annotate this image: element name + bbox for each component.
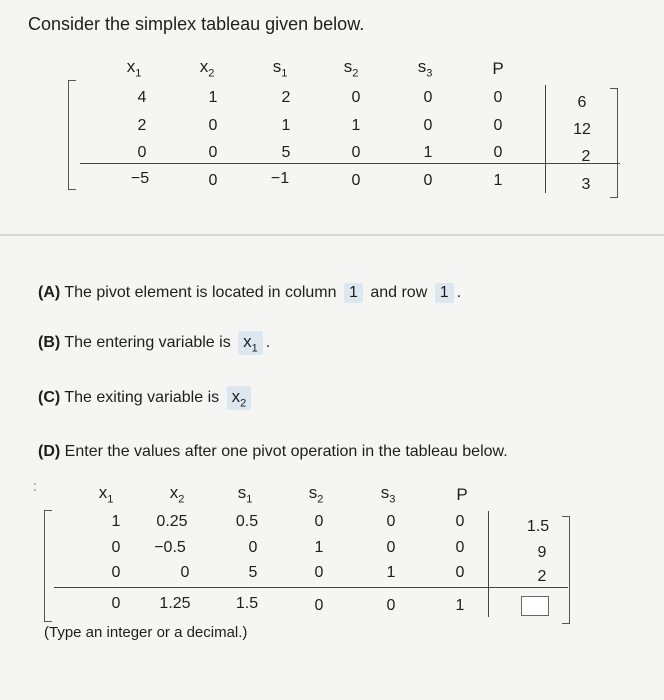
t2-cell: 0 [386,539,396,556]
t1-cell: 5 [281,144,291,161]
t2-cell: 0.25 [156,513,188,530]
t1-cell: 1 [281,117,291,134]
t2-header-s3: $s_3$ [380,483,396,506]
t2-header-s1: $s_1$ [237,483,253,506]
part-a-text-2: and row [370,284,428,301]
t1-header-s1: $s_1$ [272,57,288,80]
objective-divider [54,587,568,588]
pivot-row-answer[interactable]: 1 [435,283,454,303]
t1-rhs: 2 [581,148,591,165]
part-b-label: (B) [38,334,61,351]
section-divider [0,234,664,236]
entering-variable-answer[interactable]: $x_1$ [238,331,263,355]
part-c-label: (C) [38,389,61,406]
t2-cell: 1 [111,513,121,530]
t2-rhs: 1.5 [526,518,550,535]
t2-cell: 0 [386,513,396,530]
t1-cell: 0 [493,117,503,134]
input-hint: (Type an integer or a decimal.) [44,624,248,641]
t2-cell: 0.5 [235,513,259,530]
period: . [265,334,271,351]
t1-cell: 0 [423,117,433,134]
right-bracket [610,88,618,198]
t1-rhs: 6 [577,94,587,111]
t1-rhs: 3 [581,176,591,193]
left-bracket [68,80,76,190]
t1-header-s2: $s_2$ [343,57,359,80]
t2-cell: 0 [111,595,121,612]
rhs-divider [545,85,546,193]
t1-cell: −5 [130,170,150,187]
t2-cell: −0.5 [154,539,186,556]
part-b-text: The entering variable is [64,334,231,351]
t2-cell: 0 [455,513,465,530]
right-bracket [562,516,570,624]
t2-cell: 1.25 [159,595,191,612]
part-d-text: Enter the values after one pivot operation in the tableau below. [64,443,508,460]
t1-cell: 0 [423,89,433,106]
t1-cell: 0 [208,172,218,189]
rhs-divider [488,511,489,617]
t2-cell: 0 [455,564,465,581]
t1-cell: 2 [281,89,291,106]
t2-cell: 5 [248,564,258,581]
part-d [38,443,508,461]
part-b [38,331,270,355]
t1-cell: 0 [208,117,218,134]
t1-cell: 0 [351,89,361,106]
t1-cell: −1 [270,170,290,187]
t1-header-x2: $x_2$ [199,57,215,80]
t1-cell: 1 [423,144,433,161]
part-a [38,283,461,303]
t1-header-p: P [492,59,504,78]
t2-cell: 0 [248,539,258,556]
t1-cell: 1 [351,117,361,134]
t2-rhs: 2 [537,568,547,585]
t1-cell: 0 [493,89,503,106]
left-bracket [44,510,52,622]
t2-header-x1: $x_1$ [98,483,114,506]
t2-cell: 0 [111,539,121,556]
prompt-text: Consider the simplex tableau given below. [28,14,365,34]
period: . [456,284,462,301]
exiting-variable-answer[interactable]: $x_2$ [227,386,252,410]
t2-cell: 0 [314,564,324,581]
t1-rhs: 12 [573,121,591,138]
t2-cell: 0 [455,539,465,556]
t1-header-x1: $x_1$ [126,57,142,80]
part-c-text: The exiting variable is [64,389,220,406]
part-c [38,386,254,410]
answer-input-rhs-row4[interactable] [521,596,549,616]
t1-cell: 1 [493,172,503,189]
t2-cell: 0 [314,513,324,530]
t1-cell: 4 [137,89,147,106]
t1-cell: 0 [493,144,503,161]
pivot-column-answer[interactable]: 1 [344,283,363,303]
t2-cell: 0 [386,597,396,614]
t1-cell: 0 [351,172,361,189]
t1-header-s3: $s_3$ [417,57,433,80]
t2-header-s2: $s_2$ [308,483,324,506]
t1-cell: 0 [351,144,361,161]
t1-cell: 2 [137,117,147,134]
t2-cell: 1 [455,597,465,614]
objective-divider [80,163,620,164]
t2-cell: 1.5 [235,595,259,612]
t2-cell: 0 [314,597,324,614]
t1-cell: 0 [137,144,147,161]
part-a-text: The pivot element is located in column [64,284,337,301]
t2-cell: 1 [386,564,396,581]
t2-cell: 1 [314,539,324,556]
t1-cell: 1 [208,89,218,106]
t2-cell: 0 [111,564,121,581]
part-d-label: (D) [38,443,61,460]
t2-cell: 0 [180,564,190,581]
part-a-label: (A) [38,284,61,301]
t2-header-p: P [456,485,468,504]
t2-rhs: 9 [537,544,547,561]
dot-marker: : [33,478,37,494]
t1-cell: 0 [423,172,433,189]
t2-header-x2: $x_2$ [169,483,185,506]
t1-cell: 0 [208,144,218,161]
